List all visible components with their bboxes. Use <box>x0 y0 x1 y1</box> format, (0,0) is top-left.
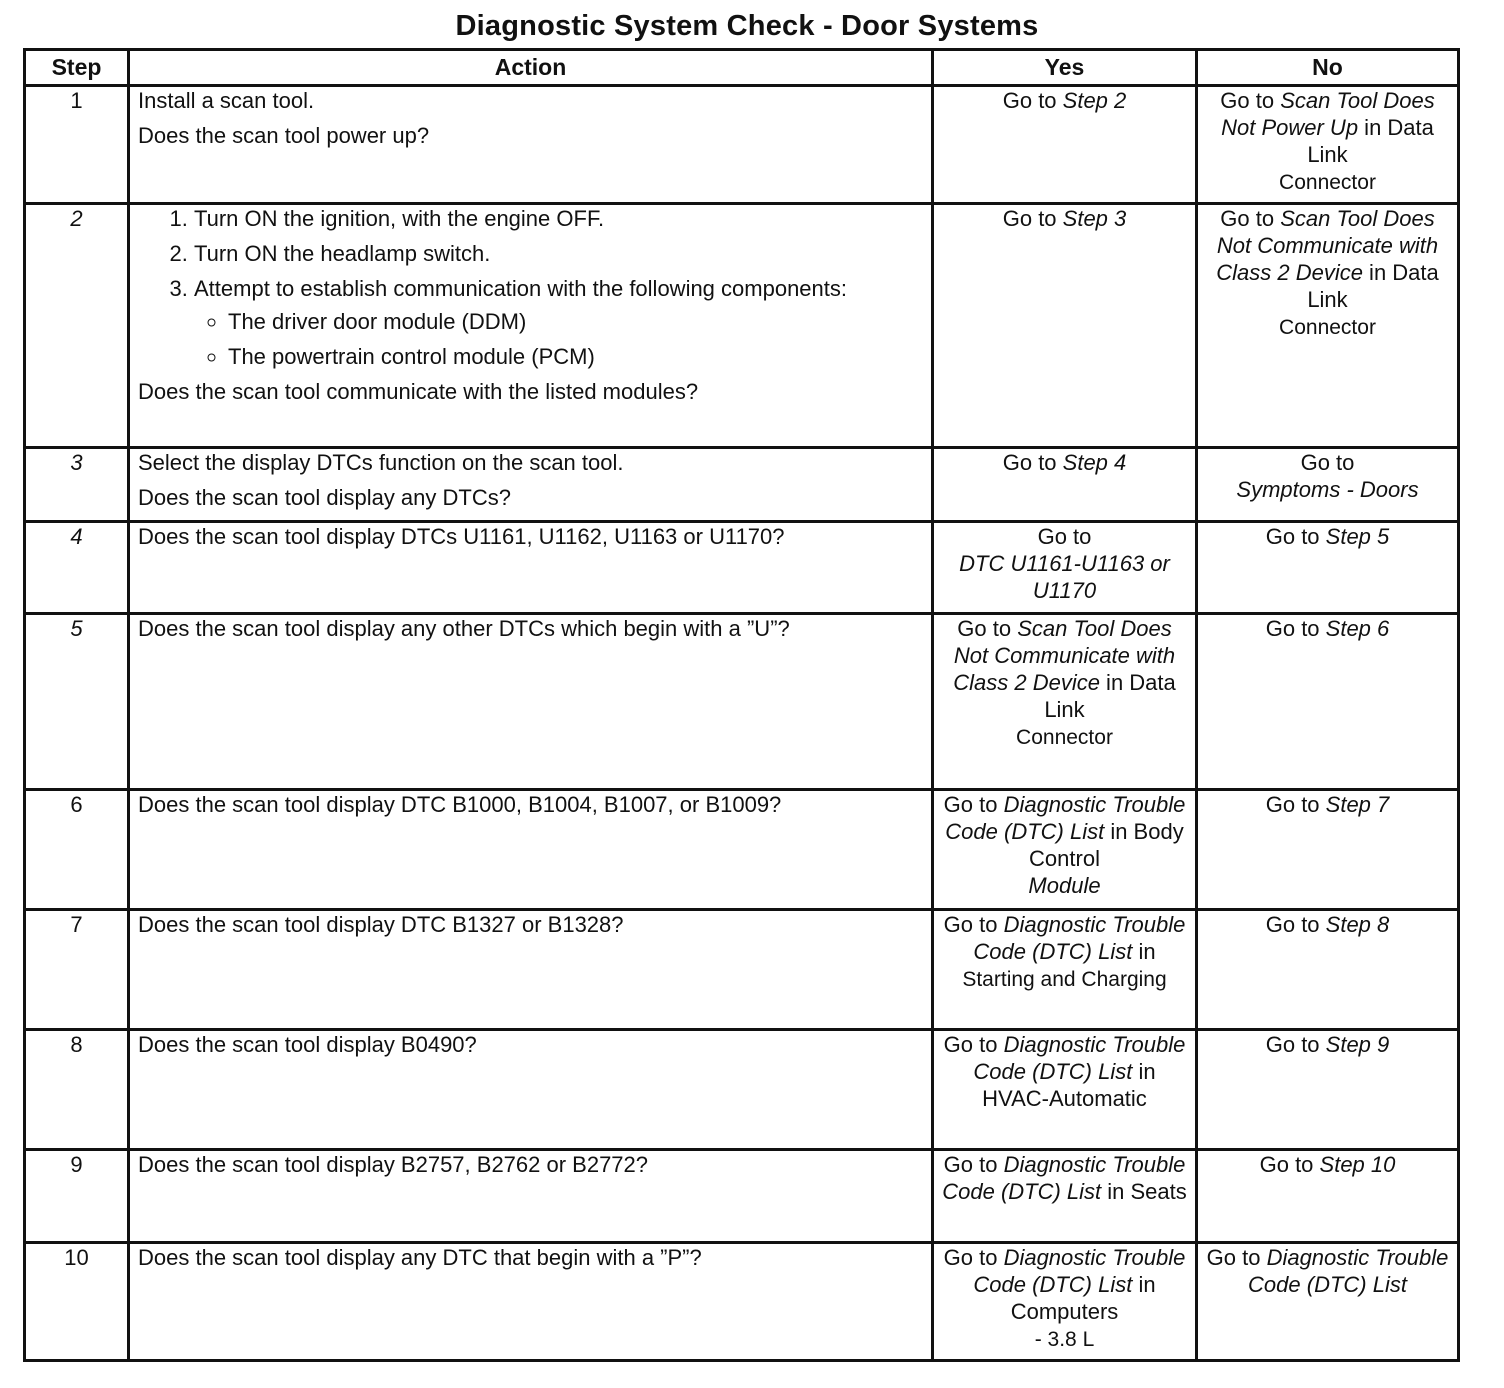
action-steps-list <box>138 205 923 370</box>
step-number: 8 <box>25 1030 129 1150</box>
no-cell <box>1197 910 1459 1030</box>
step-number: 3 <box>25 448 129 522</box>
step-number: 10 <box>25 1243 129 1361</box>
action-cell <box>129 790 933 910</box>
no-link[interactable]: Scan Tool Does Not Communicate with Class 2 Device <box>1216 206 1439 285</box>
no-link[interactable]: Step 5 <box>1325 524 1390 549</box>
no-prefix: Go to <box>1220 206 1281 231</box>
yes-link[interactable]: Diagnostic Trouble Code (DTC) List <box>973 1245 1186 1297</box>
yes-cell <box>933 86 1197 204</box>
yes-cell <box>933 448 1197 522</box>
action-cell <box>129 522 933 614</box>
action-cell <box>129 1150 933 1243</box>
yes-tail: Starting and Charging <box>962 968 1167 991</box>
action-cell <box>129 86 933 204</box>
action-question: Does the scan tool power up? <box>138 123 430 148</box>
action-cell <box>129 448 933 522</box>
yes-cell <box>933 522 1197 614</box>
no-prefix: Go to <box>1206 1245 1267 1270</box>
action-question: Does the scan tool communicate with the listed modules? <box>138 379 699 404</box>
yes-cell <box>933 790 1197 910</box>
yes-prefix: Go to <box>1037 524 1092 549</box>
action-line: Install a scan tool. <box>138 88 315 113</box>
action-line: Select the display DTCs function on the scan tool. <box>138 450 624 475</box>
yes-suffix: in <box>1132 939 1156 964</box>
table-row <box>25 614 1459 790</box>
yes-prefix: Go to <box>943 912 1004 937</box>
yes-cell <box>933 1243 1197 1361</box>
step-number: 4 <box>25 522 129 614</box>
no-prefix: Go to <box>1265 792 1326 817</box>
no-cell <box>1197 204 1459 448</box>
no-link[interactable]: Step 9 <box>1325 1032 1390 1057</box>
yes-prefix: Go to <box>943 792 1004 817</box>
no-cell <box>1197 790 1459 910</box>
step-number: 6 <box>25 790 129 910</box>
yes-suffix: in Body Control <box>1029 819 1184 871</box>
yes-link[interactable]: Diagnostic Trouble Code (DTC) List <box>973 912 1186 964</box>
yes-tail: - 3.8 L <box>1034 1328 1095 1351</box>
yes-cell <box>933 614 1197 790</box>
yes-suffix: in Seats <box>1101 1179 1187 1204</box>
yes-link[interactable]: Scan Tool Does Not Communicate with Class 2 Device <box>953 616 1176 695</box>
no-suffix: in Data Link <box>1307 115 1434 167</box>
yes-suffix: in <box>1132 1059 1156 1084</box>
no-cell <box>1197 1030 1459 1150</box>
step-number: 1 <box>25 86 129 204</box>
action-step-item <box>194 275 923 370</box>
no-link[interactable]: Diagnostic Trouble Code (DTC) List <box>1248 1245 1449 1297</box>
no-link[interactable]: Step 7 <box>1325 792 1390 817</box>
action-question: Does the scan tool display B0490? <box>138 1032 477 1057</box>
yes-link[interactable]: Step 3 <box>1062 206 1127 231</box>
yes-cell <box>933 1150 1197 1243</box>
yes-cell <box>933 204 1197 448</box>
yes-prefix: Go to <box>1002 206 1063 231</box>
no-tail: Connector <box>1279 316 1376 339</box>
page-title: Diagnostic System Check - Door Systems <box>455 10 1039 42</box>
action-step-item: 1. Turn ON the ignition, with the engine OFF. <box>194 205 923 232</box>
no-prefix: Go to <box>1265 616 1326 641</box>
no-cell <box>1197 522 1459 614</box>
action-step-text: Attempt to establish communication with the following components: <box>194 276 847 301</box>
yes-link[interactable]: Diagnostic Trouble Code (DTC) List <box>942 1152 1186 1204</box>
table-row <box>25 1243 1459 1361</box>
no-link[interactable]: Scan Tool Does Not Power Up <box>1221 88 1435 140</box>
no-cell <box>1197 86 1459 204</box>
yes-link[interactable]: Step 2 <box>1062 88 1127 113</box>
table-row <box>25 1150 1459 1243</box>
no-prefix: Go to <box>1220 88 1281 113</box>
yes-cell <box>933 910 1197 1030</box>
yes-link[interactable]: Diagnostic Trouble Code (DTC) List <box>973 1032 1186 1084</box>
step-number: 9 <box>25 1150 129 1243</box>
header-yes: Yes <box>933 50 1197 86</box>
no-cell <box>1197 614 1459 790</box>
yes-prefix: Go to <box>943 1032 1004 1057</box>
action-cell <box>129 910 933 1030</box>
diagnostic-table <box>23 48 1460 1362</box>
action-question: Does the scan tool display DTCs U1161, U1162, U1163 or U1170? <box>138 524 785 549</box>
action-question: Does the scan tool display any other DTCs which begin with a ”U”? <box>138 616 790 641</box>
table-row <box>25 86 1459 204</box>
header-no: No <box>1197 50 1459 86</box>
header-step: Step <box>25 50 129 86</box>
yes-link[interactable]: Diagnostic Trouble Code (DTC) List <box>945 792 1186 844</box>
no-cell <box>1197 1243 1459 1361</box>
action-cell <box>129 1243 933 1361</box>
no-link[interactable]: Step 8 <box>1325 912 1390 937</box>
no-prefix: Go to <box>1259 1152 1320 1177</box>
step-number: 5 <box>25 614 129 790</box>
yes-link[interactable]: Step 4 <box>1062 450 1127 475</box>
no-cell <box>1197 1150 1459 1243</box>
table-row <box>25 1030 1459 1150</box>
yes-prefix: Go to <box>1002 450 1063 475</box>
no-link[interactable]: Step 10 <box>1319 1152 1396 1177</box>
action-bullet-list <box>194 308 923 370</box>
action-bullet-item: ◦ The driver door module (DDM) <box>228 308 923 335</box>
action-step-item: 2. Turn ON the headlamp switch. <box>194 240 923 267</box>
no-prefix: Go to <box>1300 450 1355 475</box>
yes-tail: HVAC-Automatic <box>982 1086 1147 1111</box>
action-cell <box>129 1030 933 1150</box>
action-question: Does the scan tool display any DTCs? <box>138 485 511 510</box>
table-row <box>25 522 1459 614</box>
table-row <box>25 910 1459 1030</box>
no-tail: Connector <box>1279 171 1376 194</box>
table-row <box>25 790 1459 910</box>
action-bullet-item: ◦ The powertrain control module (PCM) <box>228 343 923 370</box>
no-suffix: in Data Link <box>1307 260 1439 312</box>
no-prefix: Go to <box>1265 912 1326 937</box>
table-row <box>25 204 1459 448</box>
yes-prefix: Go to <box>943 1152 1004 1177</box>
yes-prefix: Go to <box>957 616 1018 641</box>
step-number: 7 <box>25 910 129 1030</box>
yes-link[interactable]: DTC U1161-U1163 or U1170 <box>959 551 1170 603</box>
action-question: Does the scan tool display DTC B1327 or B1328? <box>138 912 624 937</box>
yes-prefix: Go to <box>943 1245 1004 1270</box>
no-link[interactable]: Symptoms - Doors <box>1236 477 1419 502</box>
action-cell <box>129 614 933 790</box>
header-action: Action <box>129 50 933 86</box>
no-cell <box>1197 448 1459 522</box>
no-link[interactable]: Step 6 <box>1325 616 1390 641</box>
action-question: Does the scan tool display DTC B1000, B1004, B1007, or B1009? <box>138 792 782 817</box>
no-prefix: Go to <box>1265 1032 1326 1057</box>
yes-tail: Connector <box>1016 726 1113 749</box>
action-cell <box>129 204 933 448</box>
yes-tail[interactable]: Module <box>1028 873 1101 898</box>
yes-cell <box>933 1030 1197 1150</box>
yes-suffix: in Computers <box>1010 1272 1156 1324</box>
step-number: 2 <box>25 204 129 448</box>
table-row <box>25 448 1459 522</box>
table-header-row <box>25 50 1459 86</box>
no-prefix: Go to <box>1265 524 1326 549</box>
action-question: Does the scan tool display any DTC that begin with a ”P”? <box>138 1245 702 1270</box>
yes-prefix: Go to <box>1002 88 1063 113</box>
yes-suffix: in Data Link <box>1044 670 1176 722</box>
action-question: Does the scan tool display B2757, B2762 or B2772? <box>138 1152 649 1177</box>
